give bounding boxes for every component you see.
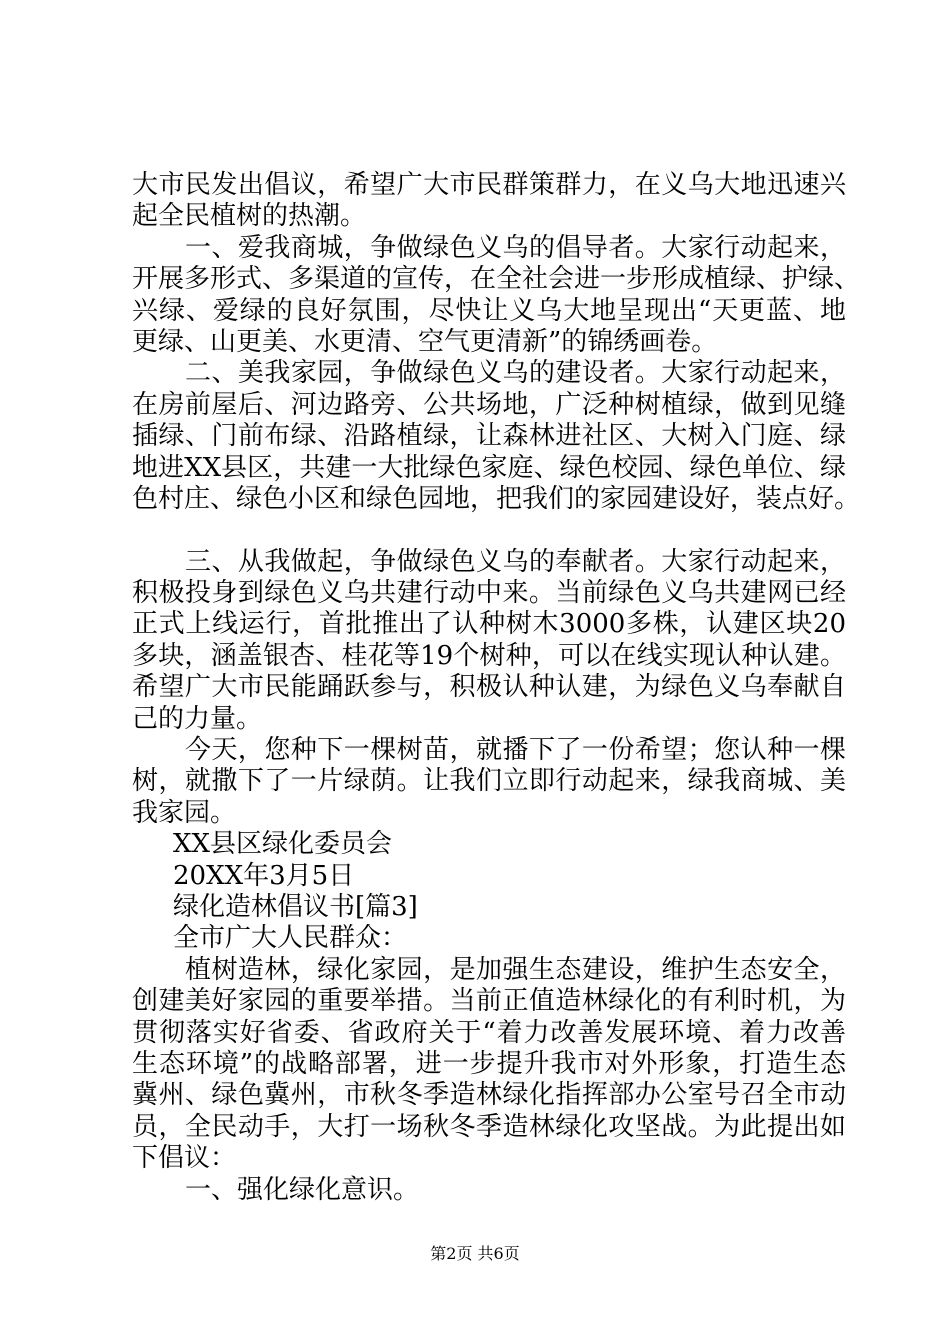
text-line: 色村庄、绿色小区和绿色园地，把我们的家园建设好，装点好。 (132, 483, 861, 514)
text-line: 正式上线运行，首批推出了认种树木3000多株，认建区块20 (132, 609, 846, 640)
text-line: 今天，您种下一棵树苗，就播下了一份希望；您认种一棵 (185, 735, 846, 766)
text-line: 三、从我做起，争做绿色义乌的奉献者。大家行动起来， (185, 546, 846, 577)
signature-org: XX县区绿化委员会 (173, 829, 393, 860)
text-line: 多块，涵盖银杏、桂花等19个树种，可以在线实现认种认建。 (132, 640, 846, 671)
text-line: 开展多形式、多渠道的宣传，在全社会进一步形成植绿、护绿、 (132, 264, 861, 295)
paragraph-point-1 (132, 232, 861, 359)
text-line: 创建美好家园的重要举措。当前正值造林绿化的有利时机，为 (132, 986, 846, 1017)
text-line: 贯彻落实好省委、省政府关于“着力改善发展环境、着力改善 (132, 1017, 846, 1048)
text-line: 树，就撒下了一片绿荫。让我们立即行动起来，绿我商城、美 (132, 766, 846, 797)
section-title: 绿化造林倡议书[篇3] (173, 891, 418, 922)
body-text (132, 170, 861, 1206)
blank-line (132, 515, 846, 546)
text-line: 二、美我家园，争做绿色义乌的建设者。大家行动起来， (185, 358, 846, 389)
text-line: 一、爱我商城，争做绿色义乌的倡导者。大家行动起来， (185, 232, 846, 263)
paragraph-point-2 (132, 358, 861, 515)
text-line: 兴绿、爱绿的良好氛围，尽快让义乌大地呈现出“天更蓝、地 (132, 295, 846, 326)
heading-point-1: 一、强化绿化意识。 (185, 1174, 420, 1205)
text-line: 我家园。 (132, 797, 237, 828)
signature-date: 20XX年3月5日 (173, 860, 355, 891)
paragraph-intro-tail (132, 170, 846, 233)
text-line: 积极投身到绿色义乌共建行动中来。当前绿色义乌共建网已经 (132, 578, 846, 609)
text-line: 地进XX县区，共建一大批绿色家庭、绿色校园、绿色单位、绿 (132, 452, 846, 483)
salutation: 全市广大人民群众： (173, 923, 408, 954)
text-line: 下倡议： (132, 1143, 237, 1174)
paragraph-point-3 (132, 547, 846, 735)
text-line: 植树造林，绿化家园，是加强生态建设，维护生态安全， (185, 954, 846, 985)
text-line: 大市民发出倡议，希望广大市民群策群力，在义乌大地迅速兴 (132, 170, 846, 200)
text-line: 己的力量。 (132, 703, 263, 734)
paragraph-closing (132, 735, 846, 829)
page-footer: 第2页 共6页 (430, 1244, 520, 1263)
text-line: 更绿、山更美、水更清、空气更清新”的锦绣画卷。 (132, 326, 718, 357)
text-line: 插绿、门前布绿、沿路植绿，让森林进社区、大树入门庭、绿 (132, 421, 846, 452)
text-line: 员，全民动手，大打一场秋冬季造林绿化攻坚战。为此提出如 (132, 1111, 846, 1142)
paragraph-section-3-intro (132, 955, 846, 1175)
text-line: 生态环境”的战略部署，进一步提升我市对外形象，打造生态 (132, 1048, 846, 1079)
text-line: 冀州、绿色冀州，市秋冬季造林绿化指挥部办公室号召全市动 (132, 1080, 846, 1111)
text-line: 希望广大市民能踊跃参与，积极认种认建，为绿色义乌奉献自 (132, 672, 846, 703)
text-line: 在房前屋后、河边路旁、公共场地，广泛种树植绿，做到见缝 (132, 389, 846, 420)
text-line: 起全民植树的热潮。 (132, 201, 367, 232)
